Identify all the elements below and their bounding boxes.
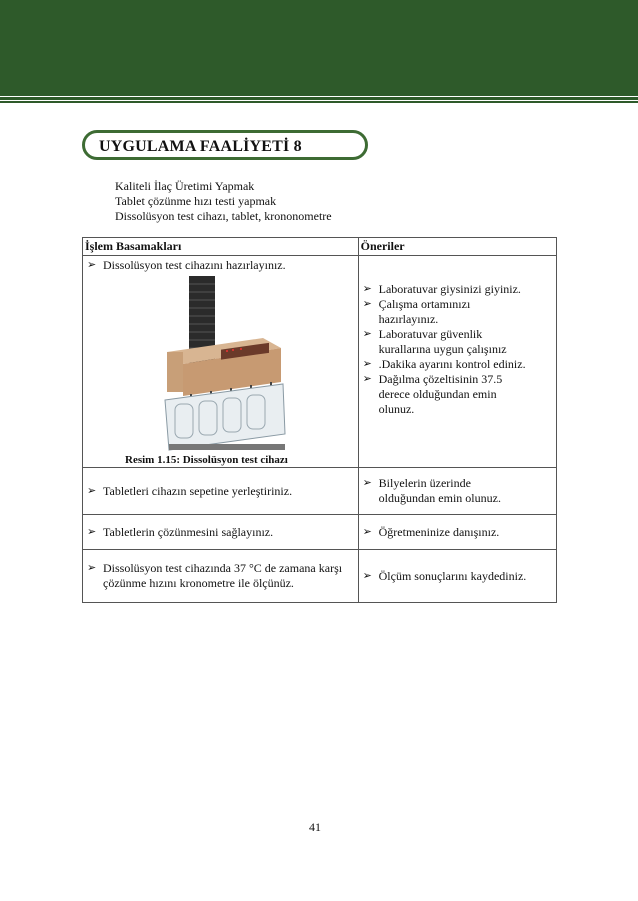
- step-item: [83, 525, 358, 540]
- tip-item: [359, 525, 556, 540]
- step-cell: [83, 468, 359, 515]
- page-number: 41: [309, 820, 321, 834]
- arrow-bullet-icon: ➢: [362, 328, 372, 340]
- step-text: Tabletleri cihazın sepetine yerleştiriniz.: [103, 483, 293, 498]
- step-text: Tabletlerin çözünmesini sağlayınız.: [103, 524, 274, 539]
- tip-item: [359, 297, 499, 327]
- header-steps: İşlem Basamakları: [83, 238, 359, 256]
- step-item: [83, 258, 358, 273]
- step-text: Dissolüsyon test cihazında 37 °C de zamana karşı çözünme hızını kronometre ile ölçünüz.: [103, 561, 343, 590]
- intro-line: Kaliteli İlaç Üretimi Yapmak: [115, 179, 255, 193]
- tip-text: .Dakika ayarını kontrol ediniz.: [378, 357, 526, 371]
- step-item: [83, 561, 348, 591]
- tip-text: Ölçüm sonuçlarını kaydediniz.: [378, 568, 527, 583]
- table-row: [83, 515, 557, 550]
- tip-item: [359, 282, 556, 297]
- step-text: Dissolüsyon test cihazını hazırlayınız.: [103, 258, 286, 272]
- arrow-bullet-icon: ➢: [362, 373, 372, 385]
- tips-cell: [358, 256, 556, 468]
- steps-table: [82, 237, 557, 603]
- arrow-bullet-icon: ➢: [362, 283, 372, 295]
- arrow-bullet-icon: ➢: [362, 477, 372, 489]
- arrow-bullet-icon: ➢: [362, 358, 372, 370]
- tips-cell: [358, 550, 556, 603]
- dissolution-tester-photo: [161, 274, 289, 452]
- step-cell: [83, 256, 359, 468]
- step-item: [83, 484, 358, 499]
- tips-cell: [358, 468, 556, 515]
- table-row: [83, 256, 557, 468]
- arrow-bullet-icon: ➢: [87, 484, 97, 497]
- tip-item: [359, 476, 529, 506]
- tip-text: Bilyelerin üzerinde olduğundan emin olunuz.: [378, 476, 501, 505]
- tip-item: [359, 357, 556, 372]
- tip-text: Laboratuvar güvenlik kurallarına uygun çalışınız: [378, 327, 507, 356]
- header-band: [0, 0, 638, 96]
- step-cell: [83, 515, 359, 550]
- tip-item: [359, 569, 556, 584]
- header-rule-thin: [0, 101, 638, 103]
- arrow-bullet-icon: ➢: [87, 525, 97, 538]
- arrow-bullet-icon: ➢: [87, 562, 97, 574]
- tip-text: Laboratuvar giysinizi giyiniz.: [378, 282, 521, 296]
- header-tips: Öneriler: [358, 238, 556, 256]
- tip-text: Çalışma ortamınızı hazırlayınız.: [378, 297, 471, 326]
- tip-text: Öğretmeninize danışınız.: [378, 524, 500, 539]
- arrow-bullet-icon: ➢: [362, 569, 372, 582]
- tip-item: [359, 327, 529, 357]
- activity-title: UYGULAMA FAALİYETİ 8: [99, 138, 302, 155]
- table-row: [83, 468, 557, 515]
- tip-item: [359, 372, 514, 417]
- tip-text: Dağılma çözeltisinin 37.5 derece olduğundan emin olunuz.: [378, 372, 503, 416]
- table-header-row: [83, 238, 557, 256]
- intro-block: [115, 179, 332, 224]
- figure-caption: Resim 1.15: Dissolüsyon test cihazı: [125, 454, 288, 466]
- table-row: [83, 550, 557, 603]
- intro-line: Tablet çözünme hızı testi yapmak: [115, 194, 277, 208]
- arrow-bullet-icon: ➢: [362, 298, 372, 310]
- header-rule: [0, 97, 638, 100]
- arrow-bullet-icon: ➢: [362, 525, 372, 538]
- tips-cell: [358, 515, 556, 550]
- arrow-bullet-icon: ➢: [87, 259, 97, 271]
- activity-title-box: [82, 130, 368, 160]
- intro-line: Dissolüsyon test cihazı, tablet, krononometre: [115, 209, 332, 223]
- step-cell: [83, 550, 359, 603]
